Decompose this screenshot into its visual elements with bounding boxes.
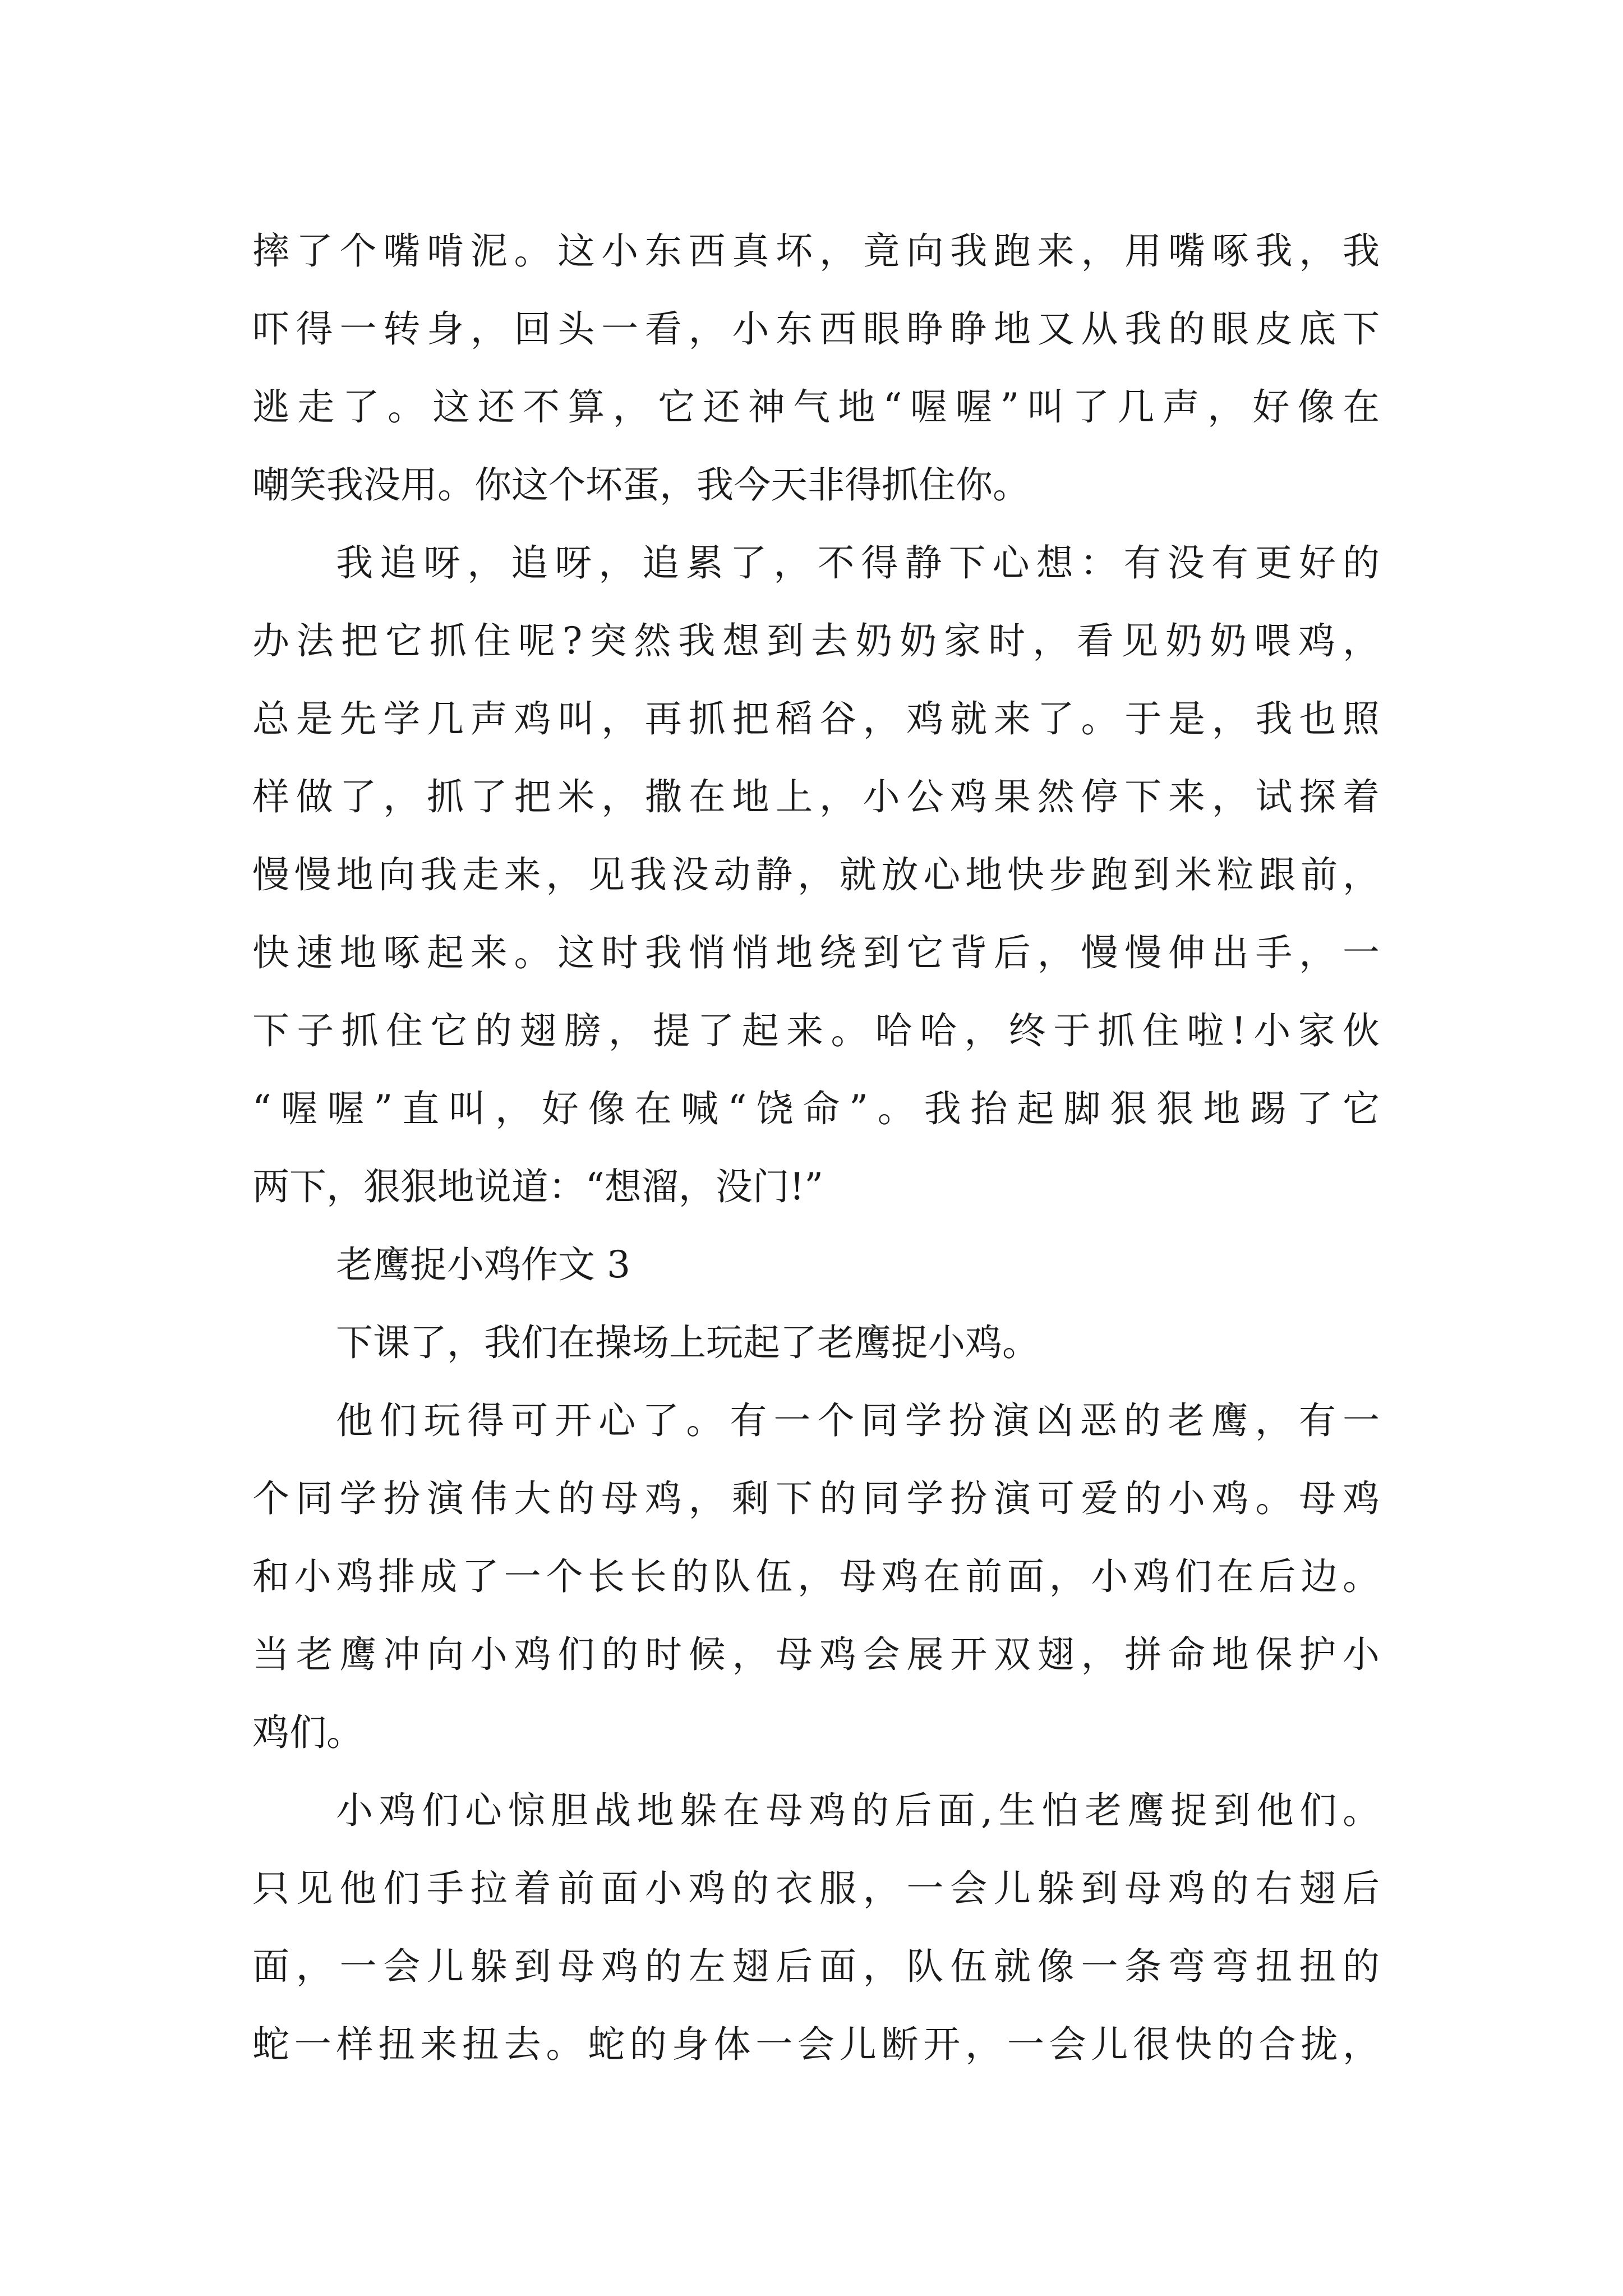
text-line: 逃走了。这还不算，它还神气地“喔喔”叫了几声，好像在 bbox=[252, 385, 1380, 429]
text-line: 样做了，抓了把米，撒在地上，小公鸡果然停下来，试探着 bbox=[252, 775, 1380, 818]
text-line: 当老鹰冲向小鸡们的时候，母鸡会展开双翅，拼命地保护小 bbox=[252, 1633, 1380, 1676]
section-title-text: 老鹰捉小鸡作文 3 bbox=[336, 1243, 630, 1286]
text-line: 面，一会儿躲到母鸡的左翅后面，队伍就像一条弯弯扭扭的 bbox=[252, 1945, 1380, 1988]
text-line: 办法把它抓住呢?突然我想到去奶奶家时，看见奶奶喂鸡， bbox=[252, 619, 1380, 662]
text-line: 摔了个嘴啃泥。这小东西真坏，竟向我跑来，用嘴啄我，我 bbox=[252, 229, 1380, 273]
text-line: 鸡们。 bbox=[252, 1711, 363, 1754]
document-body bbox=[252, 212, 1380, 2083]
text-line: 和小鸡排成了一个长长的队伍，母鸡在前面，小鸡们在后边。 bbox=[252, 1555, 1380, 1598]
paragraph bbox=[252, 1382, 1380, 1772]
text-line: “喔喔”直叫，好像在喊“饶命”。我抬起脚狠狠地踢了它 bbox=[252, 1087, 1380, 1130]
text-line: 我追呀，追呀，追累了，不得静下心想：有没有更好的 bbox=[336, 541, 1380, 585]
text-line: 两下，狠狠地说道：“想溜，没门!” bbox=[252, 1165, 824, 1208]
text-line: 蛇一样扭来扭去。蛇的身体一会儿断开，一会儿很快的合拢， bbox=[252, 2023, 1380, 2066]
text-line: 嘲笑我没用。你这个坏蛋，我今天非得抓住你。 bbox=[252, 463, 1030, 507]
text-line: 总是先学几声鸡叫，再抓把稻谷，鸡就来了。于是，我也照 bbox=[252, 697, 1380, 740]
text-line: 下课了，我们在操场上玩起了老鹰捉小鸡。 bbox=[336, 1321, 1039, 1364]
paragraph bbox=[252, 1304, 1380, 1382]
text-line: 吓得一转身，回头一看，小东西眼睁睁地又从我的眼皮底下 bbox=[252, 307, 1380, 351]
text-line: 下子抓住它的翅膀，提了起来。哈哈，终于抓住啦!小家伙 bbox=[252, 1009, 1380, 1052]
text-line: 他们玩得可开心了。有一个同学扮演凶恶的老鹰，有一 bbox=[336, 1399, 1380, 1442]
section-title bbox=[252, 1226, 1380, 1304]
text-line: 快速地啄起来。这时我悄悄地绕到它背后，慢慢伸出手，一 bbox=[252, 931, 1380, 974]
paragraph bbox=[252, 1772, 1380, 2083]
paragraph bbox=[252, 212, 1380, 524]
text-line: 个同学扮演伟大的母鸡，剩下的同学扮演可爱的小鸡。母鸡 bbox=[252, 1477, 1380, 1520]
text-line: 慢慢地向我走来，见我没动静，就放心地快步跑到米粒跟前， bbox=[252, 853, 1380, 896]
text-line: 小鸡们心惊胆战地躲在母鸡的后面,生怕老鹰捉到他们。 bbox=[336, 1789, 1380, 1832]
text-line: 只见他们手拉着前面小鸡的衣服，一会儿躲到母鸡的右翅后 bbox=[252, 1867, 1380, 1910]
paragraph bbox=[252, 524, 1380, 1226]
